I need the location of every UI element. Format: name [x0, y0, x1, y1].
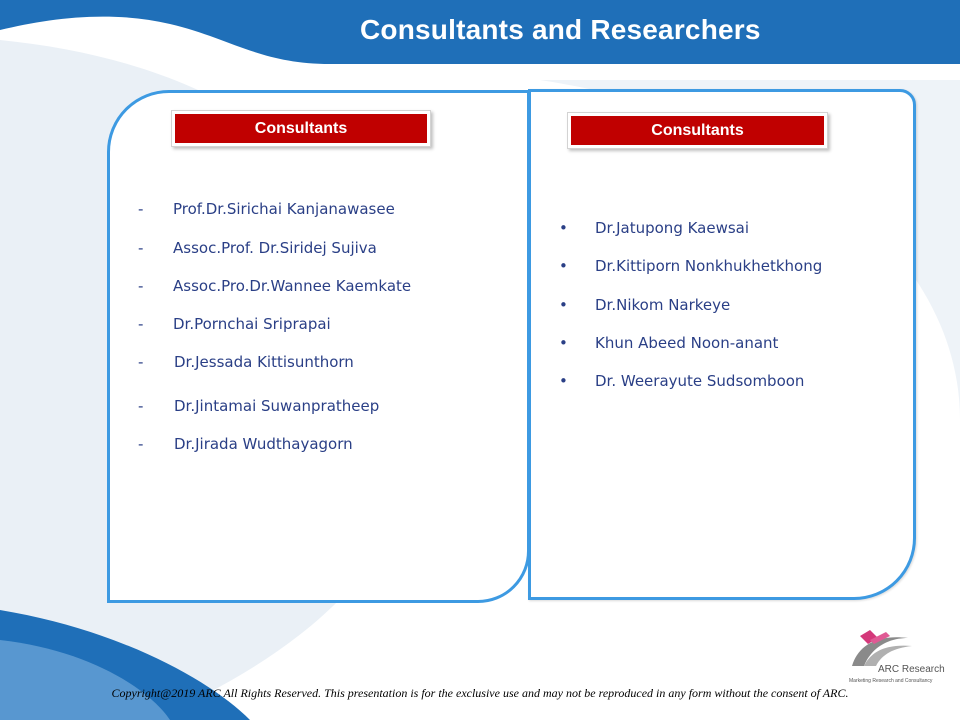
right-panel-label [567, 112, 828, 149]
dash-marker: - [138, 315, 144, 333]
consultant-name: Dr.Jatupong Kaewsai [595, 219, 750, 237]
left-panel-label-text: Consultants [175, 114, 427, 143]
bullet-marker: • [559, 219, 568, 237]
dash-marker: - [138, 200, 144, 218]
consultant-name: Prof.Dr.Sirichai Kanjanawasee [173, 200, 395, 218]
consultant-name: Dr.Jessada Kittisunthorn [174, 353, 354, 371]
dash-marker: - [138, 239, 144, 257]
consultant-name: Khun Abeed Noon-anant [595, 334, 779, 352]
consultant-name: Dr.Pornchai Sriprapai [173, 315, 331, 333]
dash-marker: - [138, 353, 144, 371]
bullet-marker: • [559, 257, 568, 275]
bullet-marker: • [559, 296, 568, 314]
bullet-marker: • [559, 372, 568, 390]
logo-name: ARC Research [878, 664, 945, 675]
consultant-name: Dr.Nikom Narkeye [595, 296, 731, 314]
left-panel-label [171, 110, 431, 147]
consultant-name: Assoc.Pro.Dr.Wannee Kaemkate [173, 277, 412, 295]
right-panel-label-text: Consultants [571, 116, 824, 145]
consultant-name: Dr.Kittiporn Nonkhukhetkhong [595, 257, 823, 275]
arc-logo-icon [850, 628, 920, 668]
consultant-name: Dr.Jintamai Suwanpratheep [174, 397, 380, 415]
consultant-name: Assoc.Prof. Dr.Siridej Sujiva [173, 239, 377, 257]
left-panel [107, 90, 530, 603]
logo-tagline: Marketing Research and Consultancy [849, 678, 933, 684]
copyright-footer: Copyright@2019 ARC All Rights Reserved. This presentation is for the exclusive use and may not be reproduced in any form without the consent of ARC. [111, 686, 849, 700]
dash-marker: - [138, 435, 144, 453]
dash-marker: - [138, 397, 144, 415]
arc-logo [846, 628, 956, 688]
bullet-marker: • [559, 334, 568, 352]
dash-marker: - [138, 277, 144, 295]
consultant-name: Dr.Jirada Wudthayagorn [174, 435, 353, 453]
page-title: Consultants and Researchers [360, 14, 761, 45]
consultant-name: Dr. Weerayute Sudsomboon [595, 372, 805, 390]
